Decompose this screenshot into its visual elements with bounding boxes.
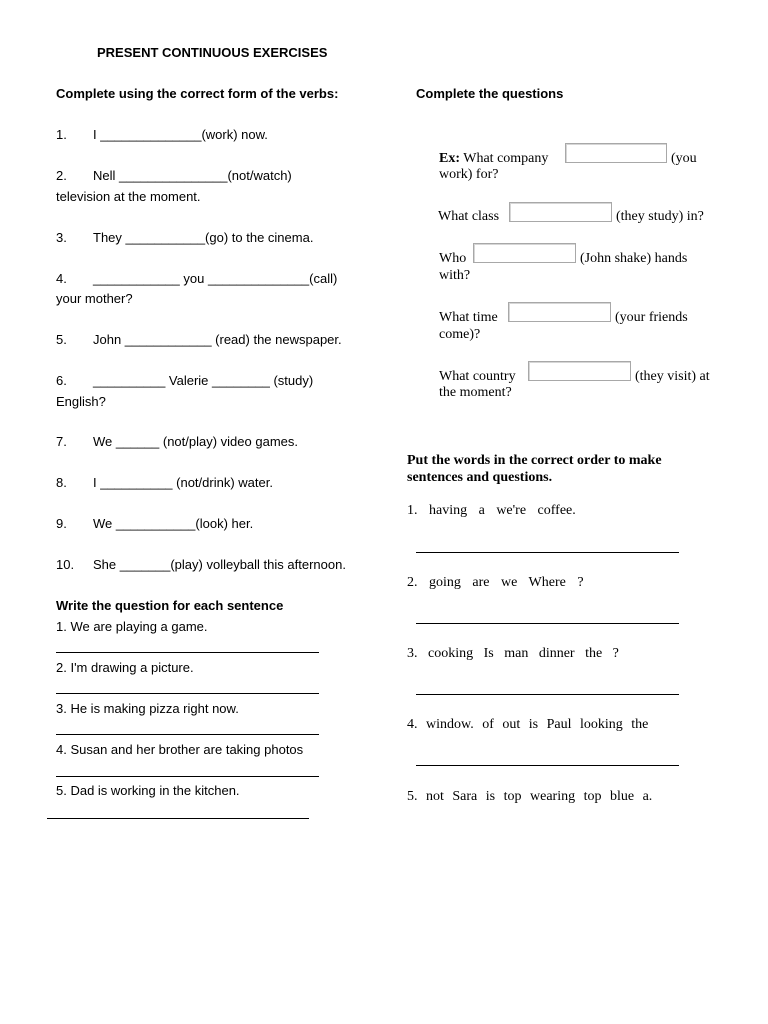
answer-line[interactable] [416,765,679,766]
answer-box[interactable] [473,243,576,263]
exercise-item: 3. They ___________(go) to the cinema. [56,230,314,245]
question-continuation: with? [439,268,471,283]
question-item: Ex: What company [439,151,549,166]
section2-heading: Write the question for each sentence [56,598,284,613]
word-order-item: 1. having a we're coffee. [407,503,576,518]
exercise-item: 2. Nell _______________(not/watch) [56,168,292,183]
answer-line[interactable] [416,694,679,695]
exercise-text: She _______(play) volleyball this afternoon. [93,557,346,572]
example-label: Ex: [439,151,460,166]
exercise-text: I __________ (not/drink) water. [93,475,273,490]
question-continuation: the moment? [439,385,512,400]
question-item: Who [439,251,467,266]
word-order-item: 4. window. of out is Paul looking the [407,717,649,732]
exercise-item: 5. John ____________ (read) the newspaper. [56,332,342,347]
answer-line[interactable] [416,552,679,553]
exercise-item: 9. We ___________(look) her. [56,516,254,531]
question-continuation: come)? [439,327,481,342]
word-order-item: 2. going are we Where ? [407,575,584,590]
answer-box[interactable] [565,143,667,163]
answer-line[interactable] [56,652,319,653]
answer-box[interactable] [528,361,631,381]
sentence-prompt: 3. He is making pizza right now. [56,701,239,716]
section4-heading-line1: Put the words in the correct order to make [407,453,662,468]
exercise-text: They ___________(go) to the cinema. [93,230,314,245]
word-order-item: 3. cooking Is man dinner the ? [407,646,619,661]
exercise-text: __________ Valerie ________ (study) [93,373,314,388]
sentence-prompt: 4. Susan and her brother are taking photos [56,742,304,757]
exercise-item: 7. We ______ (not/play) video games. [56,434,298,449]
exercise-continuation: English? [56,394,106,409]
sentence-prompt: 1. We are playing a game. [56,619,208,634]
question-item: What country [439,369,516,384]
exercise-text: I ______________(work) now. [93,127,268,142]
answer-box[interactable] [508,302,611,322]
section1-heading: Complete using the correct form of the verbs: [56,86,339,101]
answer-line[interactable] [56,693,319,694]
exercise-text: Nell _______________(not/watch) [93,168,292,183]
exercise-item: 10. She _______(play) volleyball this afternoon. [56,557,346,572]
exercise-item: 8. I __________ (not/drink) water. [56,475,273,490]
answer-line[interactable] [56,776,319,777]
answer-line[interactable] [56,734,319,735]
page-title: PRESENT CONTINUOUS EXERCISES [97,45,328,60]
answer-line[interactable] [416,623,679,624]
section3-heading: Complete the questions [416,86,564,101]
exercise-text: ____________ you ______________(call) [93,271,338,286]
word-order-item: 5. not Sara is top wearing top blue a. [407,789,653,804]
sentence-prompt: 5. Dad is working in the kitchen. [56,783,240,798]
exercise-text: We ___________(look) her. [93,516,254,531]
exercise-continuation: your mother? [56,291,133,306]
sentence-prompt: 2. I'm drawing a picture. [56,660,194,675]
exercise-text: We ______ (not/play) video games. [93,434,298,449]
answer-box[interactable] [509,202,612,222]
exercise-item: 1. I ______________(work) now. [56,127,268,142]
exercise-item: 6. __________ Valerie ________ (study) [56,373,314,388]
exercise-item: 4. ____________ you ______________(call) [56,271,338,286]
section4-heading-line2: sentences and questions. [407,470,553,485]
question-item: What time [439,310,498,325]
answer-line[interactable] [47,818,309,819]
exercise-text: John ____________ (read) the newspaper. [93,332,342,347]
exercise-continuation: television at the moment. [56,189,201,204]
question-continuation: work) for? [439,167,499,182]
question-item: What class [438,209,500,224]
